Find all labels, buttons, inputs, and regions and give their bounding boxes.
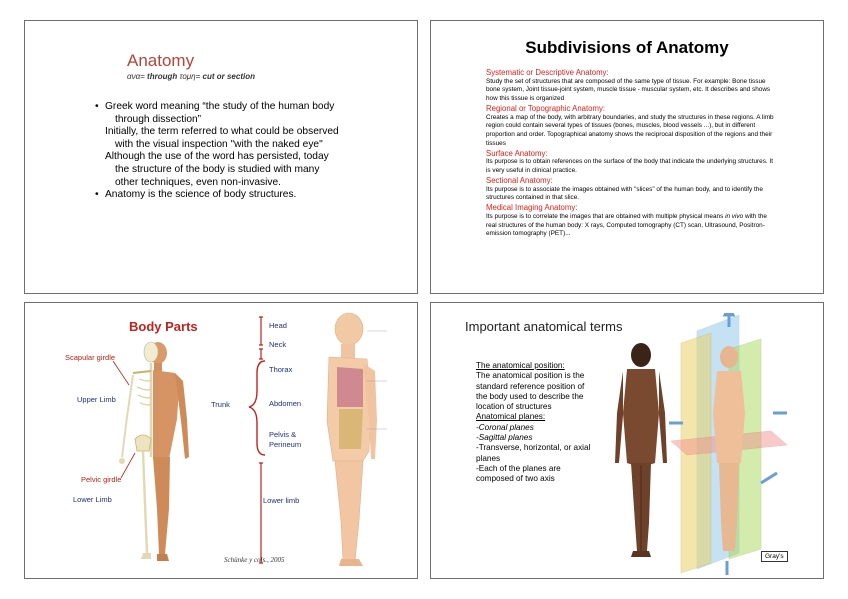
heading-imaging: Medical Imaging Anatomy: xyxy=(486,203,578,213)
plane-sagittal: -Sagittal planes xyxy=(476,433,533,443)
slide-anatomy xyxy=(24,20,418,294)
label-neck: Neck xyxy=(269,340,287,349)
label-pelvic-girdle: Pelvic girdle xyxy=(81,475,122,484)
label-thorax: Thorax xyxy=(269,365,293,374)
heading-systematic: Systematic or Descriptive Anatomy: xyxy=(486,68,609,77)
bullet-greek: • Greek word meaning “the study of the human body through dissection” xyxy=(95,101,345,126)
etymology-line xyxy=(127,72,255,81)
image-credit: Schünke y cols., 2005 xyxy=(224,556,285,564)
planes-axis-note: -Each of the planes are composed of two axis xyxy=(476,463,561,484)
slide2-body xyxy=(486,68,776,239)
label-trunk: Trunk xyxy=(211,400,230,409)
label-abdomen: Abdomen xyxy=(269,399,302,408)
plane-transverse: -Transverse, horizontal, or axial planes xyxy=(476,443,591,463)
etym-through: through xyxy=(147,72,178,81)
heading-surface: Surface Anatomy: xyxy=(486,148,548,158)
etym-greek-a: ανα= xyxy=(127,72,148,81)
text-anatomical-position: The anatomical position is the standard reference position of the body used to describe the location of structures xyxy=(476,371,585,412)
label-scapular-girdle: Scapular girdle xyxy=(65,353,116,362)
text-systematic: Study the set of structures that are composed of the same type of tissue. For example: Bone tissue bone system, Joint tissue-joint system, muscle tissue - muscular system, etc. It describes and shows how this tissue is organized xyxy=(486,77,771,103)
label-head: Head xyxy=(269,321,287,330)
slide1-title: Anatomy xyxy=(127,51,195,70)
grays-badge: Gray's xyxy=(761,551,788,562)
bullet-although: Although the use of the word has persisted, today the structure of the body is studied with many other techniques, even non-invasive. xyxy=(105,151,329,188)
anatomical-planes-illustration xyxy=(601,313,791,575)
heading-sectional: Sectional Anatomy: xyxy=(486,175,553,185)
girdle-pointer-lines xyxy=(25,303,418,579)
slide3-title: Body Parts xyxy=(129,319,198,334)
slide-subdivisions xyxy=(430,20,824,294)
slide1-body xyxy=(95,101,345,202)
plane-coronal: -Coronal planes xyxy=(476,422,534,432)
etym-cut: cut or section xyxy=(202,72,255,81)
label-upper-limb: Upper Limb xyxy=(77,395,116,404)
text-surface: Its purpose is to obtain references on the surface of the body that indicate the underlying structures. It is very useful in clinical practice. xyxy=(486,158,774,175)
label-perineum: Perineum xyxy=(269,440,302,449)
heading-regional: Regional or Topographic Anatomy: xyxy=(486,103,606,113)
slide4-body xyxy=(476,361,596,485)
text-sectional: Its purpose is to associate the images obtained with "slices" of the human body, and to identify the structures contained in that slice. xyxy=(486,185,763,202)
bullet-science: • Anatomy is the science of body structures. xyxy=(95,189,345,202)
text-imaging: Its purpose is to correlate the images that are obtained with multiple physical means in vivo with the real structures of the human body: X rays, Computed tomography (CT) scan, Ultrasound, Positron-emission tomography (PET)... xyxy=(486,212,767,238)
bullet-initially: Initially, the term referred to what could be observed with the visual inspection "with the naked eye" xyxy=(105,126,339,150)
label-lower-limb-left: Lower Limb xyxy=(73,495,112,504)
label-lower-limb-right: Lower limb xyxy=(263,496,300,505)
slide4-title: Important anatomical terms xyxy=(465,319,623,334)
etym-greek-b: τομη= xyxy=(177,72,203,81)
heading-anatomical-planes: Anatomical planes: xyxy=(476,412,546,422)
slide-body-parts xyxy=(24,302,418,579)
label-pelvis: Pelvis & xyxy=(269,430,297,439)
text-regional: Creates a map of the body, with arbitrary boundaries, and study the structures in these regions. A limb region could contain several types of tissues (bones, muscles, blood vessels ...), but in different proportion and order. Topographical anatomy shows the reciprocal disposition of the regions and their tissues xyxy=(486,113,774,147)
heading-anatomical-position: The anatomical position: xyxy=(476,361,565,370)
slide2-title: Subdivisions of Anatomy xyxy=(525,38,729,57)
slide-anatomical-terms xyxy=(430,302,824,579)
